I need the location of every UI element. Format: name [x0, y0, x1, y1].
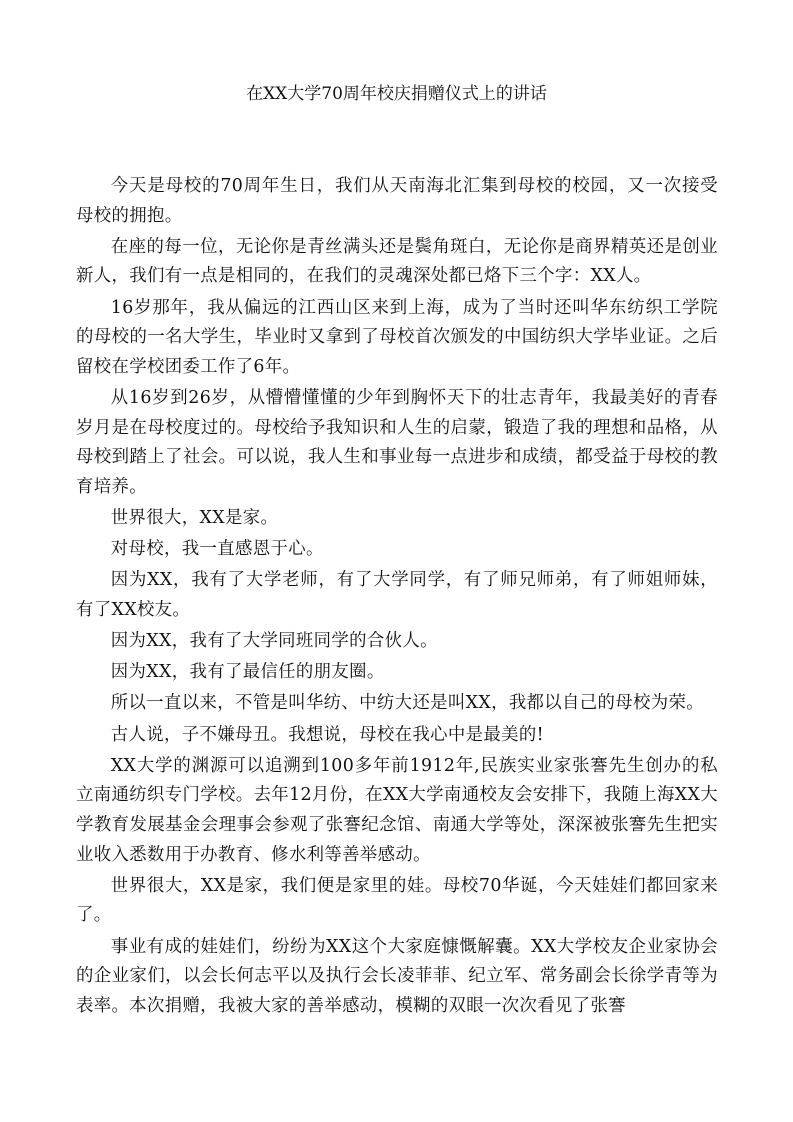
paragraph: 今天是母校的70周年生日，我们从天南海北汇集到母校的校园，又一次接受母校的拥抱。 — [76, 176, 718, 226]
paragraph: 因为XX，我有了大学同班同学的合伙人。 — [110, 631, 438, 652]
paragraph: 世界很大，XX是家，我们便是家里的娃。母校70华诞，今天娃娃们都回家来了。 — [76, 875, 718, 926]
document-body — [76, 172, 718, 1023]
paragraph: 所以一直以来，不管是叫华纺、中纺大还是叫XX，我都以自己的母校为荣。 — [110, 693, 704, 714]
paragraph: 对母校，我一直感恩于心。 — [110, 539, 324, 560]
document-title: 在XX大学70周年校庆捐赠仪式上的讲话 — [246, 84, 547, 104]
paragraph: 因为XX，我有了大学老师，有了大学同学，有了师兄师弟，有了师姐师妹，有了XX校友。 — [76, 570, 718, 620]
paragraph: 16岁那年，我从偏远的江西山区来到上海，成为了当时还叫华东纺织工学院的母校的一名大学生，毕业时又拿到了母校首次颁发的中国纺织大学毕业证。之后留校在学校团委工作了6年。 — [76, 297, 718, 377]
paragraph: 古人说，子不嫌母丑。我想说，母校在我心中是最美的! — [110, 724, 544, 745]
paragraph: XX大学的渊源可以追溯到100多年前1912年,民族实业家张謇先生创办的私立南通纺织专门学校。去年12月份，在XX大学南通校友会安排下，我随上海XX大学教育发展基金会理事会参观了张謇纪念馆、南通大学等处，深深被张謇先生把实业收入悉数用于办教育、修水利等善举感动。 — [76, 755, 718, 865]
paragraph: 从16岁到26岁，从懵懵懂懂的少年到胸怀天下的壮志青年，我最美好的青春岁月是在母校度过的。母校给予我知识和人生的启蒙，锻造了我的理想和品格，从母校到踏上了社会。可以说，我人生和事业每一点进步和成绩，都受益于母校的教育培养。 — [76, 387, 718, 497]
paragraph: 世界很大，XX是家。 — [110, 507, 279, 528]
paragraph: 因为XX，我有了最信任的朋友圈。 — [110, 662, 385, 683]
paragraph: 事业有成的娃娃们，纷纷为XX这个大家庭慷慨解囊。XX大学校友企业家协会的企业家们，以会长何志平以及执行会长凌菲菲、纪立军、常务副会长徐学青等为表率。本次捐赠，我被大家的善举感动，模糊的双眼一次次看见了张謇 — [76, 936, 718, 1016]
paragraph: 在座的每一位，无论你是青丝满头还是鬓角斑白，无论你是商界精英还是创业新人，我们有一点是相同的，在我们的灵魂深处都已烙下三个字：XX人。 — [76, 236, 718, 287]
